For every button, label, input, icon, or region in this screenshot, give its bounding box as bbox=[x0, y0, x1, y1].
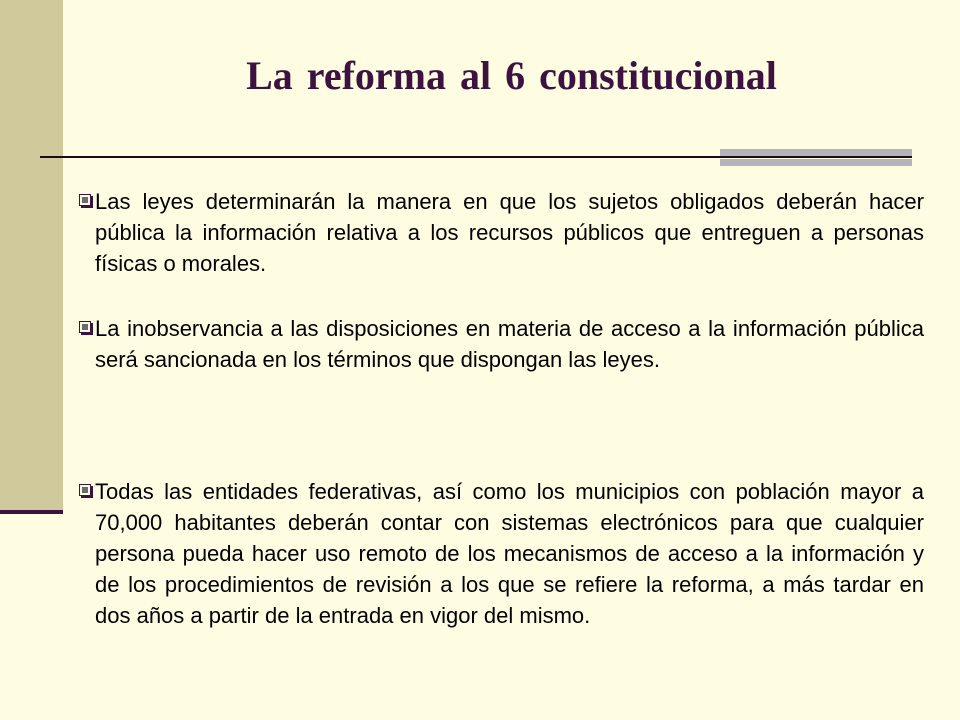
square-bullet-icon bbox=[79, 484, 91, 496]
square-bullet-icon bbox=[79, 194, 91, 206]
bullet-text: La inobservancia a las disposiciones en materia de acceso a la información pública será sancionada en los términos que dispongan las leyes. bbox=[95, 316, 924, 372]
title-rule bbox=[40, 156, 912, 158]
left-decorative-bar bbox=[0, 0, 63, 512]
slide-title: La reforma al 6 constitucional bbox=[246, 53, 777, 98]
bullet-item bbox=[78, 313, 924, 375]
bullet-text: Todas las entidades federativas, así como los municipios con población mayor a 70,000 habitantes deberán contar con sistemas electrónicos para que cualquier persona pueda hacer uso remoto de los mecanismos de acceso a la información y de los procedimientos de revisión a los que se refiere la reforma, a más tardar en dos años a partir de la entrada en vigor del mismo. bbox=[95, 479, 924, 628]
title-rule-accent-bottom bbox=[720, 159, 912, 166]
square-bullet-icon bbox=[79, 321, 91, 333]
bullet-item bbox=[78, 186, 924, 279]
title-rule-accent-top bbox=[720, 149, 912, 156]
bullet-item bbox=[78, 476, 924, 631]
left-bar-underline bbox=[0, 510, 63, 514]
bullet-text: Las leyes determinarán la manera en que los sujetos obligados deberán hacer pública la información relativa a los recursos públicos que entreguen a personas físicas o morales. bbox=[95, 189, 924, 276]
